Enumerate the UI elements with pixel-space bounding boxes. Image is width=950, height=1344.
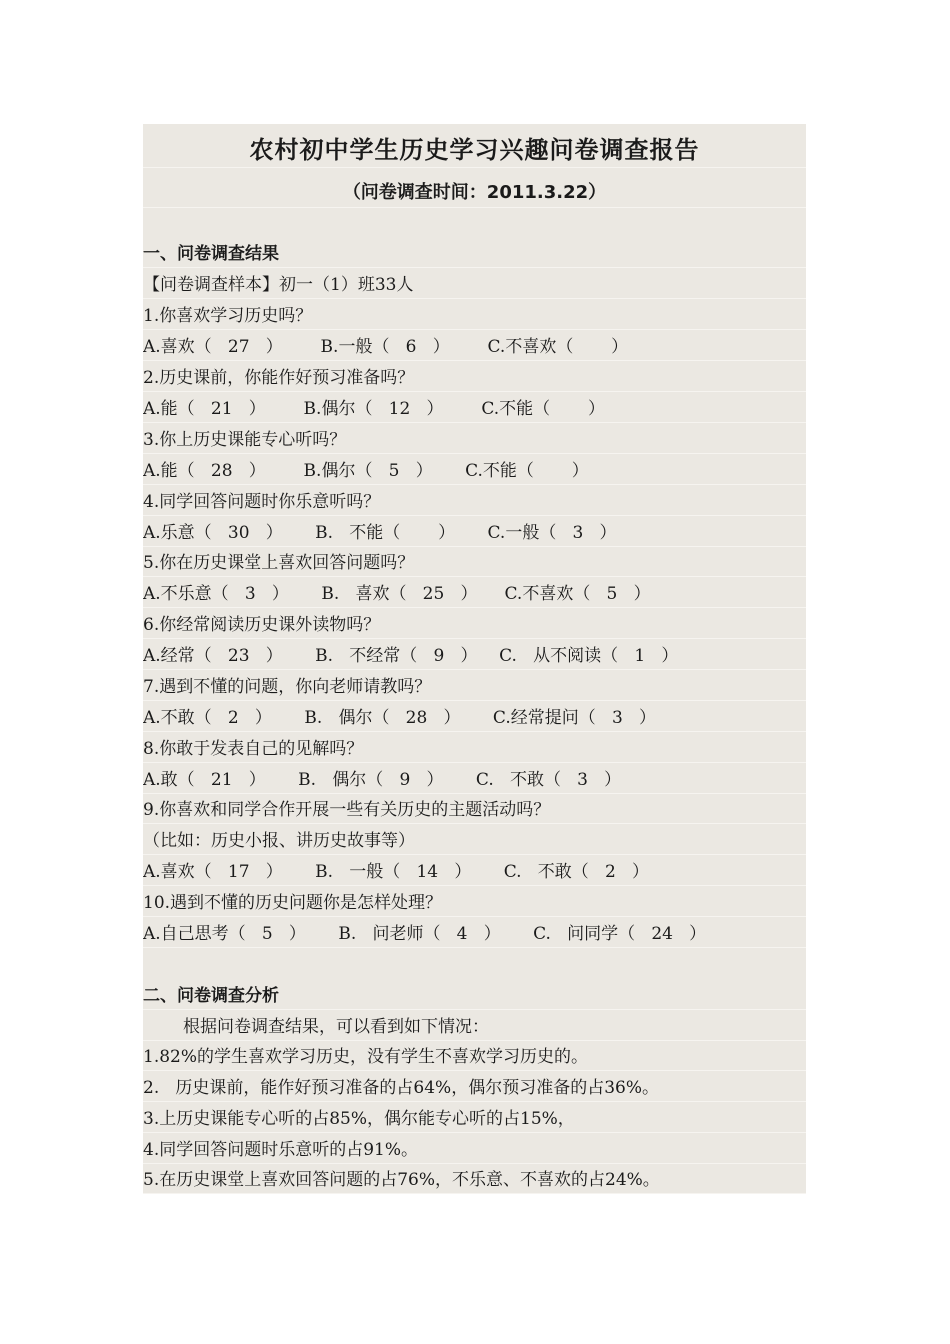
analysis-item-2: 2. 历史课前，能作好预习准备的占64%，偶尔预习准备的占36%。 [143, 1074, 806, 1102]
question-7: 7.遇到不懂的问题，你向老师请教吗？ [143, 673, 806, 701]
answer-6: A.经常（ 23 ） B. 不经常（ 9 ） C. 从不阅读（ 1 ） [143, 642, 806, 670]
answer-1: A.喜欢（ 27 ） B.一般（ 6 ） C.不喜欢（ ） [143, 333, 806, 361]
answer-10: A.自己思考（ 5 ） B. 问老师（ 4 ） C. 问同学（ 24 ） [143, 920, 806, 948]
question-2: 2.历史课前，你能作好预习准备吗？ [143, 364, 806, 392]
question-6: 6.你经常阅读历史课外读物吗？ [143, 611, 806, 639]
question-9-note: （比如：历史小报、讲历史故事等） [143, 827, 806, 855]
answer-9: A.喜欢（ 17 ） B. 一般（ 14 ） C. 不敢（ 2 ） [143, 858, 806, 886]
answer-8: A.敢（ 21 ） B. 偶尔（ 9 ） C. 不敢（ 3 ） [143, 766, 806, 794]
answer-2: A.能（ 21 ） B.偶尔（ 12 ） C.不能（ ） [143, 395, 806, 423]
analysis-item-5: 5.在历史课堂上喜欢回答问题的占76%，不乐意、不喜欢的占24%。 [143, 1166, 806, 1194]
question-9: 9.你喜欢和同学合作开展一些有关历史的主题活动吗？ [143, 796, 806, 824]
question-5: 5.你在历史课堂上喜欢回答问题吗？ [143, 549, 806, 577]
analysis-item-1: 1.82%的学生喜欢学习历史，没有学生不喜欢学习历史的。 [143, 1043, 806, 1071]
document-subtitle: （问卷调查时间：2011.3.22） [143, 178, 806, 208]
answer-7: A.不敢（ 2 ） B. 偶尔（ 28 ） C.经常提问（ 3 ） [143, 704, 806, 732]
analysis-item-3: 3.上历史课能专心听的占85%，偶尔能专心听的占15%， [143, 1105, 806, 1133]
section2-heading: 二、问卷调查分析 [143, 982, 806, 1010]
sample-description: 【问卷调查样本】初一（1）班33人 [143, 271, 806, 299]
question-3: 3.你上历史课能专心听吗？ [143, 426, 806, 454]
question-10: 10.遇到不懂的历史问题你是怎样处理？ [143, 889, 806, 917]
section1-heading: 一、问卷调查结果 [143, 240, 806, 268]
answer-5: A.不乐意（ 3 ） B. 喜欢（ 25 ） C.不喜欢（ 5 ） [143, 580, 806, 608]
question-8: 8.你敢于发表自己的见解吗？ [143, 735, 806, 763]
document-title: 农村初中学生历史学习兴趣问卷调查报告 [143, 132, 806, 168]
analysis-intro: 根据问卷调查结果，可以看到如下情况： [143, 1013, 806, 1041]
analysis-item-4: 4.同学回答问题时乐意听的占91%。 [143, 1136, 806, 1164]
answer-3: A.能（ 28 ） B.偶尔（ 5 ） C.不能（ ） [143, 457, 806, 485]
question-1: 1.你喜欢学习历史吗？ [143, 302, 806, 330]
answer-4: A.乐意（ 30 ） B. 不能（ ） C.一般（ 3 ） [143, 519, 806, 547]
question-4: 4.同学回答问题时你乐意听吗？ [143, 488, 806, 516]
